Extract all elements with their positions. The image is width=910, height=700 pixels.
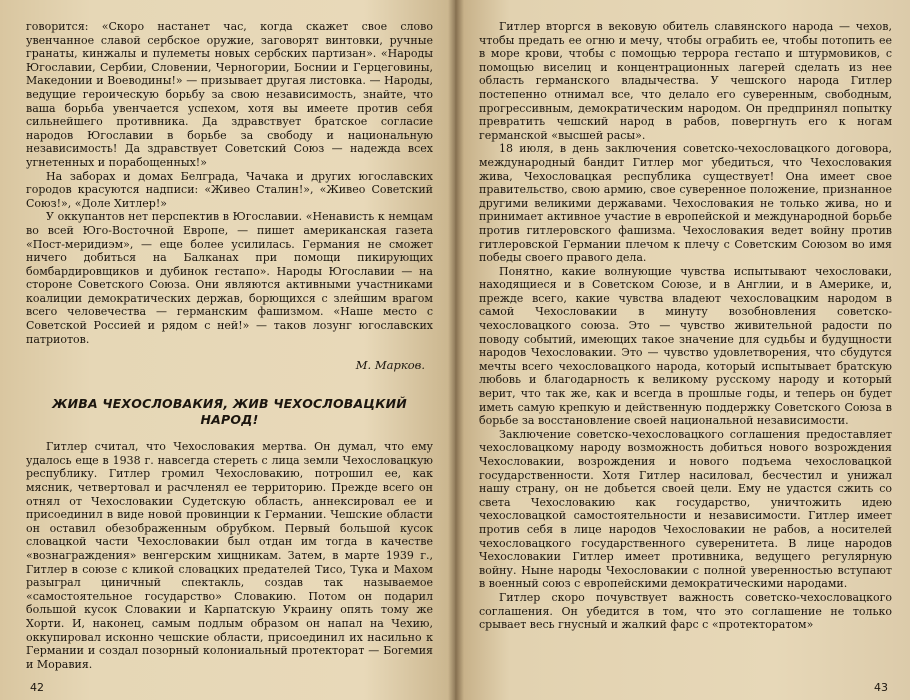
author-signature: М. Марков. <box>355 358 425 373</box>
article-heading-line-1: ЖИВА ЧЕХОСЛОВАКИЯ, ЖИВ ЧЕХОСЛОВАЦКИЙ <box>52 396 407 412</box>
page-number: 42 <box>30 681 44 694</box>
page-number: 43 <box>874 681 888 694</box>
left-page-body-bottom <box>26 440 433 671</box>
paragraph: Гитлер скоро почувствует важность советско-чехословацкого соглашения. Он убедится в том, что это соглашение не только срывает весь гнусный и жалкий фарс с «протекторатом» <box>479 590 892 632</box>
paragraph: Понятно, какие волнующие чувства испытывают чехословаки, находящиеся и в Советском Союзе, и в Англии, и в Америке, и, прежде всего, какие чувства владеют чехословацким народом в самой Чехословакии в минуту возобновления советско-чехословацкого союза. Это — чувство живительной радости по поводу событий, имеющих такое значение для судьбы и будущности народов Чехословакии. Это — чувство удовлетворения, что сбудутся мечты всего чехословацкого народа, который испытывает братскую любовь и благодарность к великому русскому народу и который верит, что так же, как и всегда в прошлые годы, и теперь он будет иметь самую крепкую и действенную поддержку Советского Союза в борьбе за восстановление своей национальной независимости. <box>479 264 892 428</box>
paragraph: У оккупантов нет перспектив в Югославии. «Ненависть к немцам во всей Юго-Восточной Европе, — пишет американская газета «Пост-меридиэм», — еще более усилилась. Германия не сможет ничего добиться на Балканах при помощи пикирующих бомбардировщиков и дубинок гестапо». Народы Югославии — на стороне Советского Союза. Они являются активными участниками коалиции демократических держав, борющихся с злейшим врагом всего человечества — германским фашизмом. «Наше место с Советской Россией и рядом с ней!» — таков лозунг югославских патриотов. <box>26 210 433 346</box>
article-heading <box>32 396 427 428</box>
paragraph: Гитлер считал, что Чехословакия мертва. Он думал, что ему удалось еще в 1938 г. навсегда стереть с лица земли Чехословацкую республику. Гитлер громил Чехословакию, потрошил ее, как мясник, четвертовал и расчленял ее территорию. Прежде всего он отнял от Чехословакии Судетскую область, аннексировал ее и присоединил в виде новой провинции к Германии. Чешские области он оставил обезображенным обрубком. Первый большой кусок словацкой части Чехословакии был отдан им тогда в качестве «вознаграждения» венгерским хищникам. Затем, в марте 1939 г., Гитлер в союзе с кликой словацких предателей Тисо, Тука и Махом разыграл циничный спектакль, создав так называемое «самостоятельное государство» Словакию. Потом он подарил большой кусок Словакии и Карпатскую Украину опять тому же Хорти. И, наконец, самым подлым образом он напал на Чехию, оккупировал исконно чешские области, присоединил их насильно к Германии и создал позорный колониальный протекторат — Богемия и Моравия. <box>26 440 433 671</box>
paragraph: На заборах и домах Белграда, Чачака и других югославских городов красуются надписи: «Живео Сталин!», «Живео Советский Союз!», «Доле Хитлер!» <box>26 169 433 210</box>
right-page <box>455 0 910 700</box>
paragraph: говорится: «Скоро настанет час, когда скажет свое слово увенчанное славой сербское оружие, заговорят винтовки, ручные гранаты, кинжалы и пулеметы новых сербских партизан». «Народы Югославии, Сербии, Словении, Черногории, Боснии и Герцеговины, Македонии и Воеводины!» — призывает другая листовка. — Народы, ведущие героическую борьбу за свою независимость, знайте, что ваша борьба увенчается успехом, хотя вы имеете против себя сильнейшего противника. Да здравствует братское согласие народов Югославии в борьбе за свободу и национальную независимость! Да здравствует Советский Союз — надежда всех угнетенных и порабощенных!» <box>26 20 433 169</box>
paragraph: Гитлер вторгся в вековую обитель славянского народа — чехов, чтобы предать ее огню и мечу, чтобы ограбить ее, чтобы потопить ее в море крови, чтобы с помощью террора гестапо и штурмовиков, с помощью виселиц и концентрационных лагерей сделать из нее область германского владычества. У чешского народа Гитлер постепенно отнимал все, что делало его суверенным, свободным, прогрессивным, демократическим народом. Он предпринял попытку превратить чешский народ в рабов, повергнуть его к ногам германской «высшей расы». <box>479 20 892 142</box>
article-heading-line-2: НАРОД! <box>200 412 259 428</box>
paragraph: Заключение советско-чехословацкого соглашения предоставляет чехословацкому народу возможность добиться нового возрождения Чехословакии, возрождения и нового подъема чехословацкой государственности. Хотя Гитлер насиловал, бесчестил и унижал нашу страну, он не добьется своей цели. Ему не удастся сжить со света Чехословакию как государство, уничтожить идею чехословацкой самостоятельности и независимости. Гитлер имеет против себя в лице народов Чехословакии не рабов, а носителей чехословацкого государственного суверенитета. В лице народов Чехословакии Гитлер имеет противника, ведущего регулярную войну. Ныне народы Чехословакии с полной уверенностью вступают в военный союз с европейскими демократическими народами. <box>479 427 892 591</box>
left-page-body-top <box>26 20 433 346</box>
paragraph: 18 июля, в день заключения советско-чехословацкого договора, международный бандит Гитлер мог убедиться, что Чехословакия жива, Чехословацкая республика существует! Она имеет свое правительство, свою армию, свое суверенное положение, признанное другими великими державами. Чехословакия не только жива, но и принимает активное участие в европейской и международной борьбе против гитлеровского фашизма. Чехословакия ведет войну против гитлеровской Германии плечом к плечу с Советским Союзом во имя победы своего правого дела. <box>479 142 892 265</box>
